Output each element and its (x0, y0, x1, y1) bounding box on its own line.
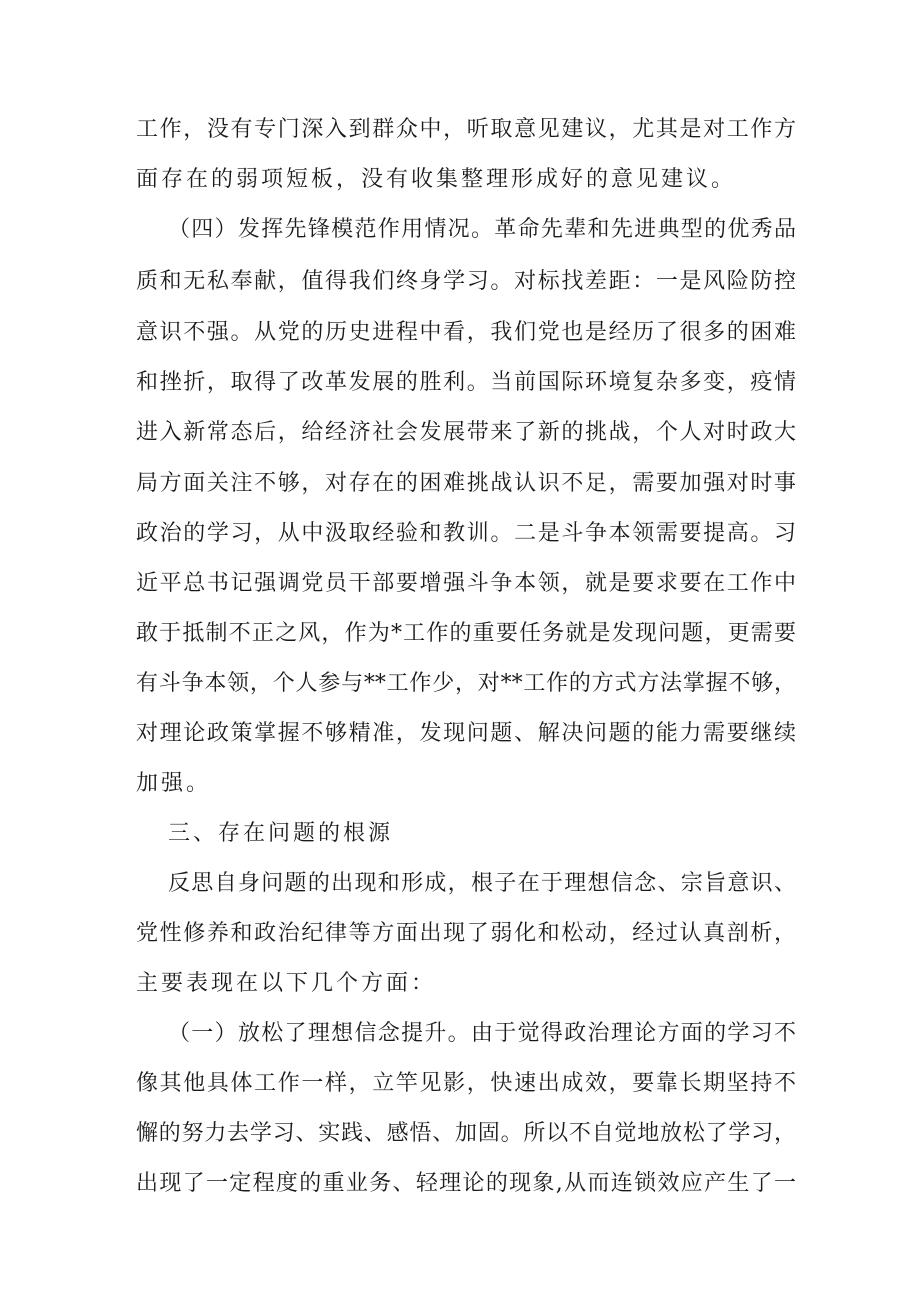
section-four-heading-line: （四）发挥先锋模范作用情况。革命先辈和先进典型的优秀品 (168, 217, 796, 242)
text-line: 进入新常态后，给经济社会发展带来了新的挑战，个人对时政大 (136, 420, 796, 445)
text-line: 反思自身问题的出现和形成，根子在于理想信念、宗旨意识、 (168, 871, 796, 896)
text-line: 出现了一定程度的重业务、轻理论的现象,从而连锁效应产生了一 (136, 1171, 796, 1196)
text-line: 主要表现在以下几个方面： (136, 971, 437, 996)
text-line: 近平总书记强调党员干部要增强斗争本领，就是要求要在工作中 (136, 571, 796, 596)
text-line: 党性修养和政治纪律等方面出现了弱化和松动，经过认真剖析， (136, 921, 796, 946)
text-line: 局方面关注不够，对存在的困难挑战认识不足，需要加强对时事 (136, 471, 796, 496)
text-line: 和挫折，取得了改革发展的胜利。当前国际环境复杂多变，疫情 (136, 370, 796, 395)
text-line: 面存在的弱项短板，没有收集整理形成好的意见建议。 (136, 167, 737, 192)
text-line: 质和无私奉献，值得我们终身学习。对标找差距：一是风险防控 (136, 269, 796, 294)
text-line: 意识不强。从党的历史进程中看，我们党也是经历了很多的困难 (136, 320, 796, 345)
text-line: 有斗争本领，个人参与**工作少，对**工作的方式方法掌握不够， (136, 671, 796, 696)
text-line: 工作，没有专门深入到群众中，听取意见建议，尤其是对工作方 (136, 117, 796, 142)
text-line: 像其他具体工作一样，立竿见影，快速出成效，要靠长期坚持不 (136, 1071, 796, 1096)
text-line: 懈的努力去学习、实践、感悟、加固。所以不自觉地放松了学习， (136, 1121, 796, 1146)
subsection-one-heading-line: （一）放松了理想信念提升。由于觉得政治理论方面的学习不 (168, 1021, 796, 1046)
text-line: 加强。 (136, 771, 212, 796)
text-line: 对理论政策掌握不够精准，发现问题、解决问题的能力需要继续 (136, 721, 796, 746)
text-line: 政治的学习，从中汲取经验和教训。二是斗争本领需要提高。习 (136, 521, 796, 546)
text-line: 敢于抵制不正之风，作为*工作的重要任务就是发现问题，更需要 (136, 621, 796, 646)
section-three-heading: 三、存在问题的根源 (168, 821, 394, 846)
